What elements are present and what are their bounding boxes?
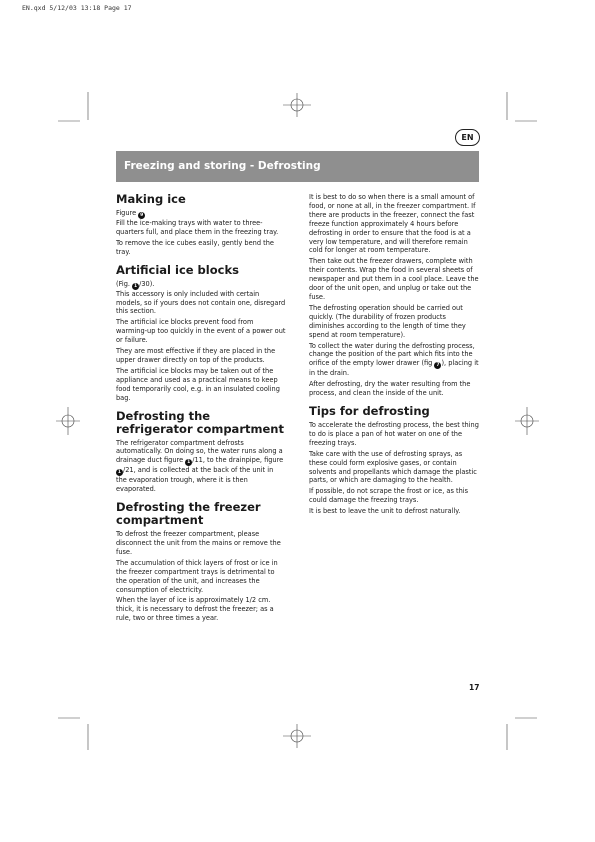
text-run: /11, to the drainpipe, figure [192, 456, 284, 465]
print-slug: EN.qxd 5/12/03 13:18 Page 17 [22, 4, 132, 12]
section-banner: Freezing and storing - Defrosting [116, 151, 479, 182]
text-run: To collect the water during the defrosting process, change the position of the part which fits into the orifice of the empty lower drawer (fig [309, 341, 475, 368]
section-tips [309, 405, 479, 516]
language-badge: EN [455, 129, 480, 146]
section-defrost-continued [309, 193, 479, 398]
figure-reference [116, 280, 286, 290]
section-defrost-fridge [116, 410, 286, 495]
paragraph: It is best to leave the unit to defrost naturally. [309, 507, 461, 516]
paragraph: The artificial ice blocks prevent food from warming-up too quickly in the event of a power out or failure. [116, 318, 286, 345]
text-run: The refrigerator compartment defrosts automatically. On doing so, the water runs along a drainage duct figure [116, 438, 283, 465]
paragraph: To remove the ice cubes easily, gently bend the tray. [116, 238, 274, 256]
paragraph: When the layer of ice is approximately 1/2 cm. thick, it is necessary to defrost the freezer; as a rule, two or three times a year. [116, 596, 274, 623]
figure-number-badge: 7 [436, 363, 440, 369]
figure-ref-suffix: /30). [139, 279, 155, 288]
figure-reference [116, 209, 286, 219]
paragraph: It is best to do so when there is a small amount of food, or none at all, in the freezer compartment. If there are products in the freezer, connect the fast freeze function approximately 4 hours before defrosting in order to ensure that the food is at a very low temperature, and will therefore remain cold for longer at room temperature. [309, 193, 476, 255]
paragraph: To accelerate the defrosting process, the best thing to do is place a pan of hot water on one of the freezing trays. [309, 421, 479, 447]
figure-number-badge: 1 [187, 460, 191, 466]
paragraph: Then take out the freezer drawers, complete with their contents. Wrap the food in several sheets of newspaper and put them in a cool place. Leave the door of the unit open, and unplug or take out the fuse. [309, 257, 479, 301]
text-run: ), placing it in the drain. [309, 359, 479, 378]
figure-label: Figure [116, 209, 137, 217]
section-artificial-ice [116, 264, 286, 403]
paragraph: The defrosting operation should be carried out quickly. (The durability of frozen products diminishes according to the length of time they spend at room temperature). [309, 303, 466, 339]
left-column [116, 193, 286, 630]
paragraph [309, 342, 479, 379]
section-defrost-freezer [116, 501, 286, 623]
text-run: /21, and is collected at the back of the unit in the evaporation trough, where it is then evaporated. [116, 466, 274, 494]
paragraph: The artificial ice blocks may be taken out of the appliance and used as a practical means to keep food temporarily cool, e.g. in an insulated cooling bag. [116, 366, 280, 402]
paragraph: The accumulation of thick layers of frost or ice in the freezer compartment trays is detrimental to the operation of the unit, and increases the consumption of electricity. [116, 558, 278, 594]
paragraph: Take care with the use of defrosting sprays, as these could form explosive gases, or contain solvents and propellants which damage the plastic parts, or which are damaging to the health. [309, 449, 477, 485]
figure-number-badge: 9 [140, 213, 144, 218]
heading-defrost-freezer: Defrosting the freezer compartment [116, 500, 261, 528]
paragraph: Fill the ice-making trays with water to three-quarters full, and place them in the freezing tray. [116, 219, 279, 236]
paragraph: After defrosting, dry the water resulting from the process, and clean the inside of the unit. [309, 380, 471, 398]
section-making-ice [116, 193, 286, 257]
paragraph: If possible, do not scrape the frost or ice, as this could damage the freezing trays. [309, 487, 469, 505]
heading-defrost-fridge: Defrosting the refrigerator compartment [116, 408, 284, 436]
figure-ref-prefix: (Fig. [116, 279, 130, 288]
heading-tips: Tips for defrosting [309, 404, 430, 419]
page-number: 17 [469, 683, 480, 692]
figure-number-badge: 1 [134, 283, 138, 289]
paragraph: They are most effective if they are placed in the upper drawer directly on top of the products. [116, 347, 276, 364]
right-column [309, 193, 479, 523]
figure-number-badge: 1 [117, 470, 122, 476]
paragraph: This accessory is only included with certain models, so if yours does not contain one, disregard this section. [116, 289, 286, 316]
heading-artificial-ice: Artificial ice blocks [116, 262, 239, 277]
heading-making-ice: Making ice [116, 192, 186, 206]
paragraph: To defrost the freezer compartment, please disconnect the unit from the mains or remove the fuse. [116, 530, 281, 556]
paragraph [116, 439, 286, 495]
